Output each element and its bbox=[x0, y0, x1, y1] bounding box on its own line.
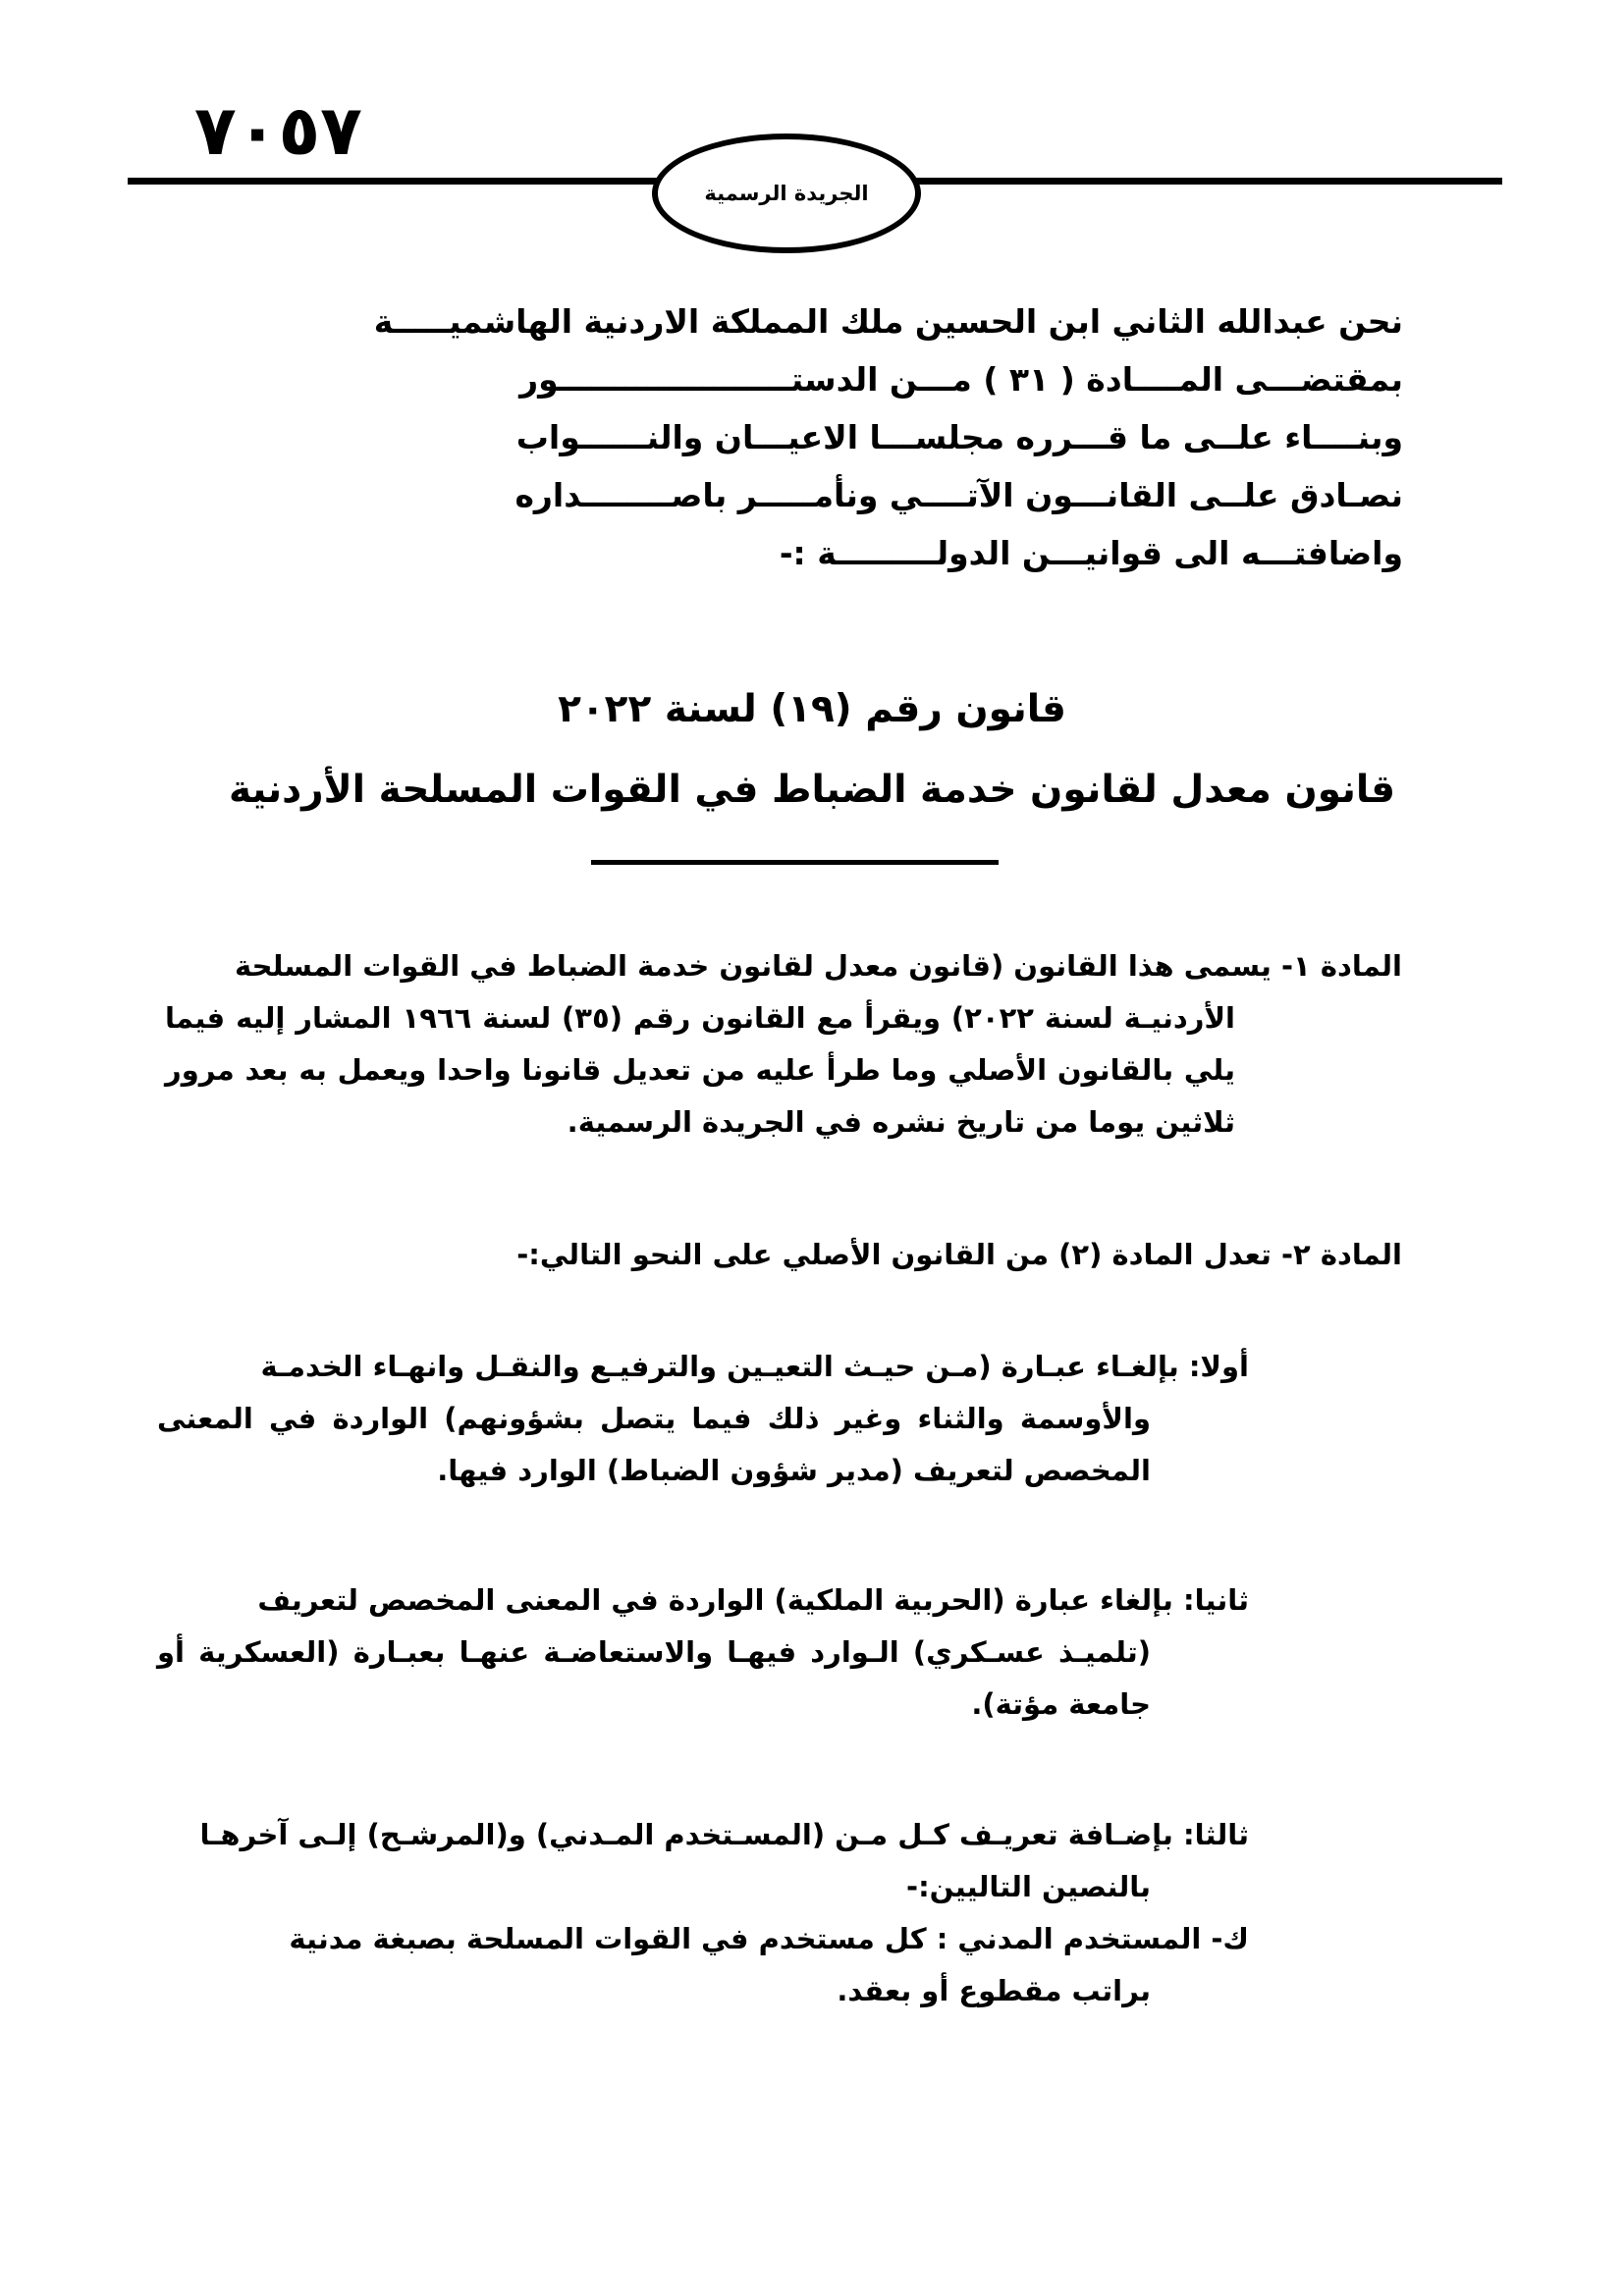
preamble-line: بمقتضـــى المــــادة ( ٣١ ) مـــن الدستـــــــــــــــــــــور bbox=[519, 360, 1403, 399]
amendment-item-3 bbox=[157, 1809, 1249, 2017]
gazette-title-oval bbox=[652, 133, 921, 253]
preamble-line: واضافتـــه الى قوانيـــن الدولـــــــــة :- bbox=[779, 534, 1403, 572]
amendment-item-body: والأوسمة والثناء وغير ذلك فيما يتصل بشؤونهم) الواردة في المعنى المخصص لتعريف (مدير شؤون الضباط) الوارد فيها. bbox=[157, 1402, 1151, 1487]
preamble-line: وبنــــاء علــى ما قـــرره مجلســـا الاعيـــان والنــــــواب bbox=[515, 418, 1403, 456]
article-2: المادة ٢- تعدل المادة (٢) من القانون الأصلي على النحو التالي:- bbox=[516, 1238, 1402, 1271]
page-number: ٧٠٥٧ bbox=[194, 90, 362, 171]
law-title: قانون رقم (١٩) لسنة ٢٠٢٢ bbox=[558, 687, 1066, 731]
amendment-item-1 bbox=[157, 1341, 1249, 1497]
amendment-item-body: بالنصين التاليين:- bbox=[906, 1870, 1151, 1903]
definition-lead: ك- المستخدم المدني : كل مستخدم في القوات المسلحة بصبغة مدنية bbox=[289, 1922, 1249, 1955]
article-1-lead: المادة ١- يسمى هذا القانون (قانون معدل لقانون خدمة الضباط في القوات المسلحة bbox=[235, 949, 1402, 983]
article-1 bbox=[165, 940, 1402, 1148]
gazette-title: الجريدة الرسمية bbox=[704, 182, 869, 205]
amendment-item-2 bbox=[157, 1575, 1249, 1731]
preamble-line: نصـادق علــى القانـــون الآتــــي ونأمـــــر باصــــــــداره bbox=[514, 476, 1403, 514]
amendment-item-lead: أولا: بإلغـاء عبـارة (مـن حيـث التعيـين والترفيـع والنقـل وانهـاء الخدمـة bbox=[260, 1350, 1249, 1383]
preamble bbox=[373, 293, 1403, 582]
definition-body: براتب مقطوع أو بعقد. bbox=[837, 1974, 1151, 2007]
law-subtitle: قانون معدل لقانون خدمة الضباط في القوات المسلحة الأردنية bbox=[228, 768, 1396, 812]
amendment-item-lead: ثانيا: بإلغاء عبارة (الحربية الملكية) الواردة في المعنى المخصص لتعريف bbox=[257, 1583, 1249, 1617]
title-divider bbox=[591, 860, 999, 865]
preamble-line: نحن عبدالله الثاني ابن الحسين ملك المملكة الاردنية الهاشميـــــة bbox=[373, 302, 1403, 341]
amendment-item-lead: ثالثا: بإضـافة تعريـف كـل مـن (المسـتخدم المـدني) و(المرشـح) إلـى آخرهـا bbox=[199, 1818, 1249, 1851]
article-1-body: الأردنيـة لسنة ٢٠٢٢) ويقرأ مع القانون رقم (٣٥) لسنة ١٩٦٦ المشار إليه فيما يلي بالقانون الأصلي وما طرأ عليه من تعديل قانونا واحدا ويعمل به بعد مرور ثلاثين يوما من تاريخ نشره في الجريدة الرسمية. bbox=[165, 1001, 1235, 1139]
amendment-item-body: (تلميـذ عسـكري) الـوارد فيهـا والاستعاضـة عنهـا بعبـارة (العسكرية أو جامعة مؤتة). bbox=[157, 1635, 1151, 1721]
